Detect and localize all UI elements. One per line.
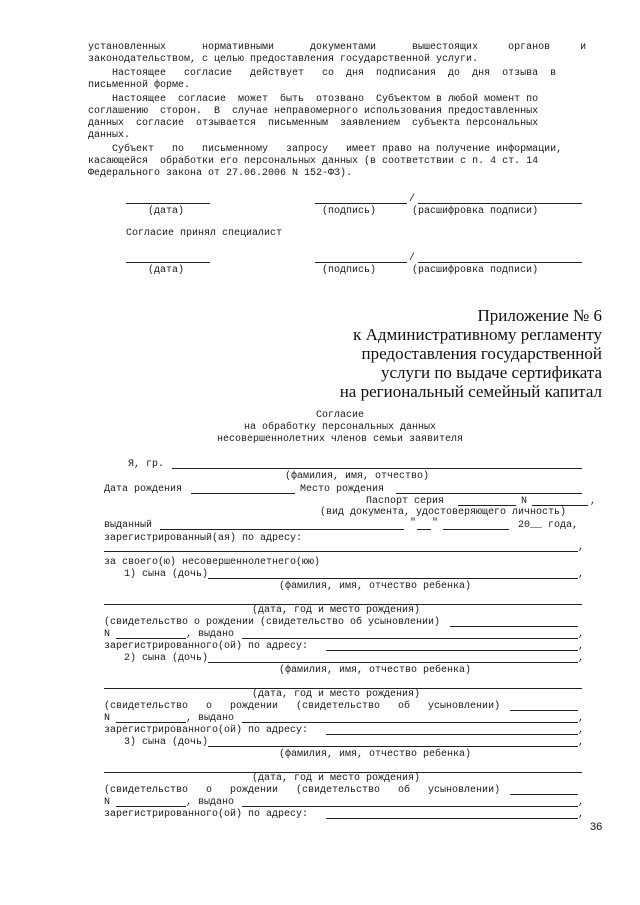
date-line bbox=[126, 262, 210, 263]
child-dob-caption: (дата, год и место рождения) bbox=[252, 773, 421, 784]
number-sign: N bbox=[104, 797, 111, 808]
signature-decoding-line bbox=[418, 203, 582, 204]
comma: , bbox=[578, 797, 585, 808]
child-registered-label: зарегистрированного(ой) по адресу: bbox=[104, 641, 309, 652]
appendix-line: на региональный семейный капитал bbox=[339, 382, 602, 401]
child-3-address-field[interactable] bbox=[326, 818, 578, 819]
certificate-label: (свидетельство о рождении (свидетельство об усыновлении) bbox=[104, 785, 501, 796]
number-sign: N bbox=[521, 496, 528, 507]
birthplace-label: Место рождения bbox=[300, 484, 385, 495]
page-number: 36 bbox=[590, 821, 603, 833]
date-quote-close: " bbox=[432, 518, 439, 529]
citizen-label: Я, гр. bbox=[104, 459, 165, 470]
number-sign: N bbox=[104, 713, 111, 724]
child-1-label: 1) сына (дочь) bbox=[124, 569, 209, 580]
issue-day-field[interactable] bbox=[417, 529, 431, 530]
fio-field[interactable] bbox=[172, 468, 582, 469]
child-1-certificate-number-field[interactable] bbox=[116, 638, 186, 639]
paragraph-line: Настоящее согласие действует со дня подписания до дня отзыва в bbox=[88, 68, 557, 79]
child-dob-caption: (дата, год и место рождения) bbox=[252, 605, 421, 616]
child-3-label: 3) сына (дочь) bbox=[124, 737, 209, 748]
passport-series-label: Паспорт серия bbox=[366, 496, 445, 507]
child-3-certificate-number-field[interactable] bbox=[116, 806, 186, 807]
child-fio-caption: (фамилия, имя, отчество ребенка) bbox=[279, 665, 472, 676]
issued-label: , выдано bbox=[186, 629, 235, 640]
accepted-by-specialist: Согласие принял специалист bbox=[126, 228, 283, 239]
paragraph-line: письменной форме. bbox=[88, 80, 191, 91]
child-fio-caption: (фамилия, имя, отчество ребенка) bbox=[279, 581, 472, 592]
issued-label: , выдано bbox=[186, 797, 235, 808]
passport-number-field[interactable] bbox=[532, 505, 588, 506]
dob-field[interactable] bbox=[191, 493, 295, 494]
date-quote-open: " bbox=[410, 518, 417, 529]
child-dob-caption: (дата, год и место рождения) bbox=[252, 689, 421, 700]
paragraph-line: Субъект по письменному запросу имеет право на получение информации, bbox=[88, 144, 563, 155]
child-fio-caption: (фамилия, имя, отчество ребенка) bbox=[279, 749, 472, 760]
paragraph-line: законодательством, с целью предоставления государственной услуги. bbox=[88, 54, 479, 65]
child-registered-label: зарегистрированного(ой) по адресу: bbox=[104, 809, 309, 820]
comma: , bbox=[578, 653, 585, 664]
child-1-address-field[interactable] bbox=[326, 650, 578, 651]
appendix-line: предоставления государственной bbox=[361, 344, 602, 363]
birthplace-field[interactable] bbox=[396, 493, 582, 494]
comma: , bbox=[578, 569, 585, 580]
paragraph-line: данных согласие отзывается письменным заявлением субъекта персональных bbox=[88, 118, 539, 129]
comma: , bbox=[578, 725, 585, 736]
document-subtitle: на обработку персональных данных bbox=[243, 422, 437, 433]
issued-by-field[interactable] bbox=[160, 529, 404, 530]
appendix-number: Приложение № 6 bbox=[477, 306, 602, 325]
child-2-fio-field[interactable] bbox=[208, 662, 578, 663]
comma: , bbox=[590, 496, 597, 507]
paragraph-line: Федерального закона от 27.06.2006 N 152-ФЗ). bbox=[88, 168, 353, 179]
child-3-fio-field[interactable] bbox=[208, 746, 578, 747]
comma: , bbox=[578, 542, 585, 553]
child-registered-label: зарегистрированного(ой) по адресу: bbox=[104, 725, 309, 736]
date-line bbox=[126, 203, 210, 204]
signature-line bbox=[315, 262, 407, 263]
paragraph-line: касающейся обработки его персональных данных (в соответствии с п. 4 ст. 14 bbox=[88, 156, 539, 167]
document-title: Согласие bbox=[315, 410, 364, 421]
child-2-certificate-number-field[interactable] bbox=[116, 722, 186, 723]
paragraph-line: установленных нормативными документами вышестоящих органов и bbox=[88, 42, 587, 53]
child-1-fio-field[interactable] bbox=[208, 578, 578, 579]
child-1-certificate-field[interactable] bbox=[450, 626, 578, 627]
signature-captions: (дата) (подпись) (расшифровка подписи) bbox=[148, 206, 539, 217]
comma: , bbox=[578, 641, 585, 652]
child-3-issued-by-field[interactable] bbox=[242, 806, 578, 807]
registered-label: зарегистрированный(ая) по адресу: bbox=[104, 533, 303, 544]
fio-caption: (фамилия, имя, отчество) bbox=[285, 471, 430, 482]
child-1-issued-by-field[interactable] bbox=[242, 638, 578, 639]
child-2-certificate-field[interactable] bbox=[510, 710, 578, 711]
passport-series-field[interactable] bbox=[458, 505, 516, 506]
comma: , bbox=[578, 737, 585, 748]
issued-label: выданный bbox=[104, 520, 153, 531]
paragraph-line: данных. bbox=[88, 130, 131, 141]
address-field[interactable] bbox=[104, 551, 578, 552]
dob-label: Дата рождения bbox=[104, 484, 183, 495]
comma: , bbox=[578, 713, 585, 724]
comma: , bbox=[578, 809, 585, 820]
certificate-label: (свидетельство о рождении (свидетельство об усыновлении) bbox=[104, 701, 501, 712]
certificate-label: (свидетельство о рождении (свидетельство об усыновлении) bbox=[104, 617, 441, 628]
signature-captions: (дата) (подпись) (расшифровка подписи) bbox=[148, 265, 539, 276]
number-sign: N bbox=[104, 629, 111, 640]
signature-line bbox=[315, 203, 407, 204]
child-2-label: 2) сына (дочь) bbox=[124, 653, 209, 664]
child-2-address-field[interactable] bbox=[326, 734, 578, 735]
slash-separator: / bbox=[409, 194, 416, 205]
paragraph-line: Настоящее согласие может быть отозвано Субъектом в любой момент по bbox=[88, 94, 539, 105]
paragraph-line: соглашению сторон. В случае неправомерного использования предоставленных bbox=[88, 106, 539, 117]
issued-label: , выдано bbox=[186, 713, 235, 724]
appendix-line: к Административному регламенту bbox=[353, 325, 602, 344]
doc-type-caption: (вид документа, удостоверяющего личность) bbox=[320, 507, 567, 518]
comma: , bbox=[578, 629, 585, 640]
child-3-certificate-field[interactable] bbox=[510, 794, 578, 795]
document-subtitle: несовершеннолетних членов семьи заявителя bbox=[216, 434, 464, 445]
issue-month-field[interactable] bbox=[443, 529, 509, 530]
appendix-line: услуги по выдаче сертификата bbox=[380, 363, 602, 382]
signature-decoding-line bbox=[418, 262, 582, 263]
slash-separator: / bbox=[409, 253, 416, 264]
for-minor-label: за своего(ю) несовершеннолетнего(юю) bbox=[104, 557, 321, 568]
issue-year-label: 20__ года, bbox=[518, 520, 579, 531]
child-2-issued-by-field[interactable] bbox=[242, 722, 578, 723]
